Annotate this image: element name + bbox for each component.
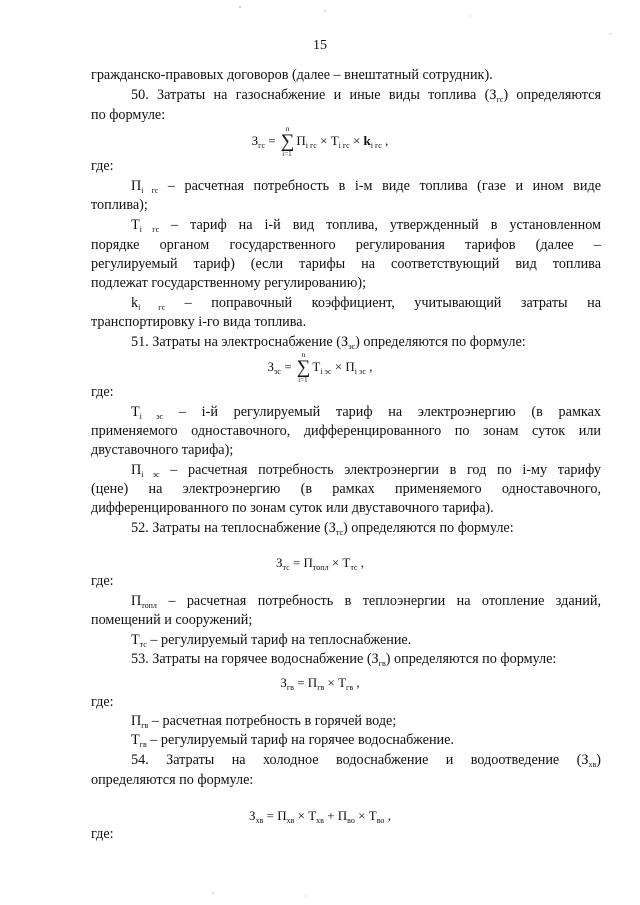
formula-end: , [384,808,391,823]
term-symbol: Т [131,632,140,648]
subscript: i эс [139,412,164,421]
formula-end: , [353,675,360,690]
formula-operator: × [328,555,343,570]
term-symbol: Т [131,732,140,748]
formula-operator: = [265,133,279,148]
text-line: 52. Затраты на теплоснабжение (З [131,520,336,536]
text-line: – расчетная потребность в теплоэнергии на отопление зданий, [156,593,601,609]
sum-lower-limit: i=1 [298,376,308,385]
term-symbol: П [131,178,142,194]
text-line: гражданско-правовых договоров (далее – внештатный сотрудник). [91,67,493,83]
subscript: гв [141,721,149,730]
paragraph-54-cont [91,771,601,791]
formula-subscript: во [347,816,355,825]
formula-subscript: гв [317,683,325,692]
formula-end: , [381,133,389,148]
subscript: гс [496,95,504,104]
text-line: 51. Затраты на электроснабжение (З [131,334,349,350]
text-line: (цене) на электроэнергию (в рамках применяемого одноставочного, [91,481,601,497]
formula-subscript: гс [258,141,265,150]
subscript: эс [348,342,356,351]
where-label [91,572,601,592]
subscript: тс [139,640,147,649]
paragraph-52 [91,519,601,543]
formula-operator: × [354,808,369,823]
formula-symbol: З [267,359,274,374]
subscript: i гс [139,225,160,234]
formula-operator: = [289,555,304,570]
text-line: дифференцированного по зонам суток или двуставочного тарифа). [91,500,494,516]
text-line: транспортировку i-го вида топлива. [91,314,307,330]
definition-t-ies-l2 [91,422,601,442]
text-line: топлива); [91,197,148,213]
term-symbol: Т [131,217,140,233]
formula-subscript: i эс [320,367,332,376]
text-line: применяемого одноставочного, дифференцированного по зонам суток или [91,423,601,439]
text-line: – расчетная потребность в i-м виде топлива (газе и ином виде [158,178,601,194]
text-line: – поправочный коэффициент, учитывающий затраты на [165,295,601,311]
formula-symbol: Т [308,808,317,823]
text-line: порядке органом государственного регулирования тарифов (далее – [91,237,601,253]
text-line: – расчетная потребность в горячей воде; [148,713,397,729]
paragraph-50-cont [91,106,601,126]
sum-upper-limit: n [285,125,290,134]
formula-subscript: тс [350,563,358,572]
text-line: 50. Затраты на газоснабжение и иные виды топлива (З [131,87,497,103]
text-line: ) определяются по формуле: [343,520,514,536]
page-number: 15 [313,38,327,53]
formula-symbol: З [251,133,259,148]
subscript: i эс [141,470,160,479]
subscript: топл [141,601,157,610]
text-line: помещений и сооружений; [91,612,253,628]
text-line: регулируемый тариф) (если тарифы на соответствующий вид топлива [91,256,601,272]
sum-lower-limit: i=1 [282,150,292,159]
text-line: ) определяются по формуле: [355,334,526,350]
subscript: i гс [138,303,166,312]
formula-end: , [366,359,373,374]
formula-subscript: хв [316,816,324,825]
text-line: ) определяются по формуле: [385,651,557,667]
formula-subscript: гв [346,683,354,692]
formula-operator: = [263,808,278,823]
formula-symbol: П [303,555,313,570]
where-label [91,825,601,845]
formula-symbol: П [277,808,287,823]
text-line: двуставочного тарифа); [91,442,234,458]
formula-gas [0,125,640,159]
formula-symbol: З [275,555,283,570]
definition-t-igs-l2 [91,236,601,256]
term-symbol: Т [131,404,140,420]
text-line: 53. Затраты на горячее водоснабжение (З [131,651,379,667]
subscript: i гс [141,186,159,195]
definition-p-ies-l2 [91,480,601,500]
formula-subscript: эс [274,367,281,376]
formula-end: , [357,555,365,570]
formula-symbol: З [249,808,256,823]
formula-symbol: Т [368,808,377,823]
text-line: ) [596,752,601,768]
text-line: где: [91,694,114,710]
formula-symbol: Т [312,359,321,374]
formula-subscript: хв [286,816,295,825]
subscript: хв [588,760,597,769]
paragraph-51 [91,333,601,360]
formula-symbol: П [345,359,355,374]
formula-subscript: i гс [338,141,350,150]
text-line: где: [91,384,114,400]
where-label [91,157,601,177]
text-line: – i-й регулируемый тариф на электроэнергию (в рамках [163,404,601,420]
text-line: – тариф на i-й вид топлива, утвержденный в установленном [159,217,601,233]
formula-operator: × [324,675,339,690]
subscript: гв [139,740,147,749]
definition-t-igs-l4 [91,274,601,294]
definition-p-topl-l2 [91,611,601,631]
formula-electricity [0,351,640,385]
formula-operator: + [323,808,338,823]
formula-symbol: Т [338,675,347,690]
subscript: тс [335,528,344,537]
term-symbol: П [131,593,142,609]
term-symbol: П [131,462,142,478]
formula-subscript: во [376,816,385,825]
formula-operator: × [349,133,364,148]
text-line: где: [91,826,114,842]
sum-sign: ∑ n i=1 [296,351,311,385]
formula-symbol: k [363,133,371,148]
text-line: подлежат государственному регулированию); [91,275,367,291]
formula-subscript: тс [282,563,290,572]
formula-symbol: Т [342,555,351,570]
text-line: где: [91,158,114,174]
formula-operator: × [331,359,346,374]
formula-subscript: i гс [370,141,382,150]
text-line: – регулируемый тариф на теплоснабжение. [146,632,412,648]
formula-operator: × [294,808,309,823]
formula-operator: = [293,675,308,690]
text-line: – регулируемый тариф на горячее водоснабжение. [146,732,454,748]
definition-t-igs-l3 [91,255,601,275]
formula-subscript: топл [312,563,329,572]
where-label [91,383,601,403]
text-line: определяются по формуле: [91,772,254,788]
definition-p-ies-l3 [91,499,601,519]
term-symbol: k [131,295,139,311]
text-line: – расчетная потребность электроэнергии в год по i-му тарифу [159,462,601,478]
formula-symbol: П [307,675,318,690]
text-line: где: [91,573,114,589]
text-line: 54. Затраты на холодное водоснабжение и водоотведение (З [131,752,589,768]
definition-p-igs-cont [91,196,601,216]
paragraph-intro-end [91,66,601,86]
formula-symbol: П [337,808,348,823]
term-symbol: П [131,713,142,729]
sum-upper-limit: n [301,351,306,360]
subscript: гв [378,659,386,668]
formula-symbol: З [280,675,287,690]
definition-k-igs-l2 [91,313,601,333]
formula-symbol: Т [330,133,339,148]
formula-operator: = [280,359,295,374]
formula-subscript: гв [286,683,294,692]
formula-operator: × [316,133,331,148]
formula-symbol: П [296,133,306,148]
sum-sign: ∑ n i=1 [280,125,295,159]
formula-subscript: хв [255,816,264,825]
text-line: по формуле: [91,107,166,123]
formula-subscript: i гс [305,141,317,150]
formula-subscript: i эс [354,367,366,376]
paragraph-53 [91,650,601,674]
definition-t-ies-l3 [91,441,601,461]
where-label [91,693,601,713]
text-line: ) определяются [503,87,602,103]
